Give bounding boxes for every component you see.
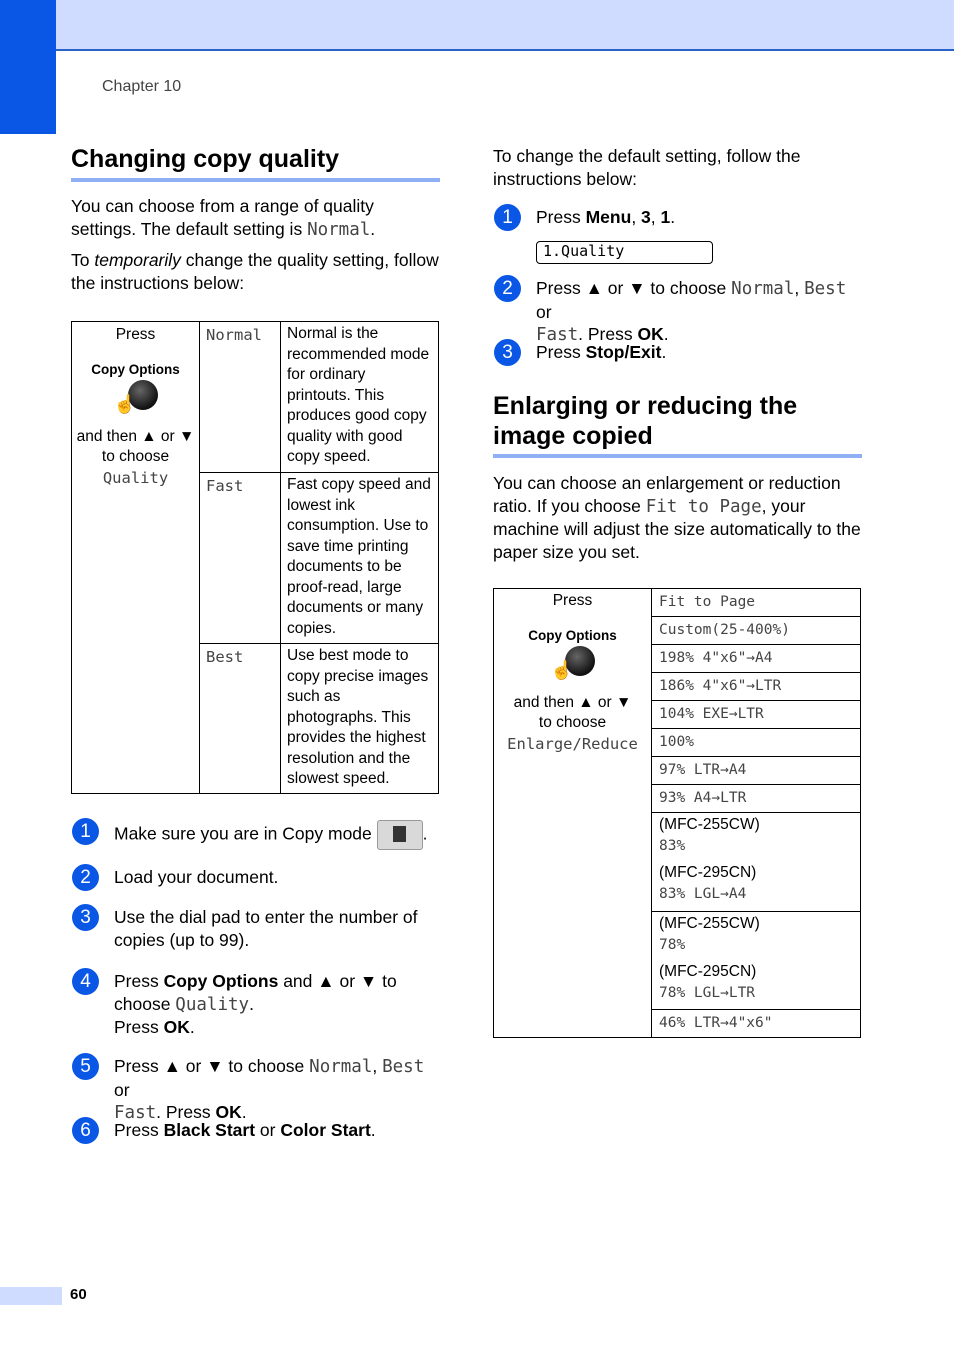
- copy-options-button-icon: ☝: [549, 646, 597, 682]
- copy-options-button-icon: ☝: [112, 380, 160, 416]
- step-number-icon: 6: [72, 1117, 99, 1144]
- temporarily-paragraph: To temporarily change the quality setting, follow the instructions below:: [71, 250, 439, 293]
- page-number: 60: [70, 1286, 87, 1303]
- default-step-1: 1 Press Menu, 3, 1. 1.Quality: [494, 204, 864, 268]
- ratio-option: Custom(25-400%): [652, 617, 861, 645]
- intro-paragraph: You can choose from a range of quality settings. The default setting is Normal.: [71, 196, 376, 240]
- copy-options-label: Copy Options: [528, 627, 617, 643]
- ratio-option: 97% LTR→A4: [652, 757, 861, 785]
- copy-mode-button-icon: [377, 820, 423, 850]
- step-1: 1 Make sure you are in Copy mode .: [72, 818, 442, 858]
- step-number-icon: 4: [72, 968, 99, 995]
- section-title-enlarge: Enlarging or reducing the image copied: [493, 392, 798, 450]
- press-cell: Press Copy Options ☝ and then ▲ or ▼ to choose Quality: [72, 322, 200, 794]
- step-number-icon: 2: [72, 864, 99, 891]
- copy-options-label: Copy Options: [91, 361, 180, 377]
- title-rule: [493, 454, 862, 458]
- ratio-option-model: (MFC-255CW) 83% (MFC-295CN) 83% LGL→A4: [652, 813, 861, 912]
- ratio-option: 186% 4"x6"→LTR: [652, 673, 861, 701]
- lcd-display: 1.Quality: [536, 241, 713, 264]
- setting-fast-desc: Fast copy speed and lowest ink consumption. Use to save time printing documents to be proof-read, large documents or many copies.: [281, 473, 439, 644]
- press-cell: Press Copy Options ☝ and then ▲ or ▼ to choose Enlarge/Reduce: [494, 589, 652, 1038]
- default-step-3: 3 Press Stop/Exit.: [494, 339, 864, 369]
- title-rule: [71, 178, 440, 182]
- footer-band: [0, 1287, 62, 1305]
- chapter-tab: [0, 0, 56, 134]
- step-4: 4 Press Copy Options and ▲ or ▼ to choose Quality. Press OK.: [72, 968, 442, 1043]
- ratio-option: 198% 4"x6"→A4: [652, 645, 861, 673]
- step-number-icon: 1: [72, 818, 99, 845]
- step-number-icon: 3: [494, 339, 521, 366]
- setting-fast: Fast: [200, 473, 281, 644]
- ratio-option: 93% A4→LTR: [652, 785, 861, 813]
- ratio-option: 104% EXE→LTR: [652, 701, 861, 729]
- step-number-icon: 2: [494, 275, 521, 302]
- step-number-icon: 1: [494, 204, 521, 231]
- chapter-label: Chapter 10: [102, 78, 182, 95]
- default-setting-intro: To change the default setting, follow the instructions below:: [493, 146, 801, 189]
- quality-table: [71, 321, 439, 794]
- step-6: 6 Press Black Start or Color Start.: [72, 1117, 442, 1147]
- step-5: 5 Press ▲ or ▼ to choose Normal, Best or Fast. Press OK.: [72, 1053, 442, 1103]
- ratio-option-model: (MFC-255CW) 78% (MFC-295CN) 78% LGL→LTR: [652, 912, 861, 1010]
- default-step-2: 2 Press ▲ or ▼ to choose Normal, Best or Fast. Press OK.: [494, 275, 864, 325]
- header-band: [0, 0, 954, 51]
- step-2: 2 Load your document.: [72, 864, 442, 894]
- section-title-copy-quality: Changing copy quality: [71, 145, 340, 173]
- enlarge-paragraph: You can choose an enlargement or reduction ratio. If you choose Fit to Page, your machine will adjust the size automatically to the paper size you set.: [493, 473, 861, 562]
- setting-best-desc: Use best mode to copy precise images such as photographs. This provides the highest resolution and the slowest speed.: [281, 644, 439, 794]
- step-3: 3 Use the dial pad to enter the number of copies (up to 99).: [72, 904, 442, 954]
- ratio-option: 46% LTR→4"x6": [652, 1010, 861, 1038]
- step-number-icon: 3: [72, 904, 99, 931]
- enlarge-table: [493, 588, 861, 1038]
- step-number-icon: 5: [72, 1053, 99, 1080]
- setting-best: Best: [200, 644, 281, 794]
- setting-normal-desc: Normal is the recommended mode for ordinary printouts. This produces good copy quality with good copy speed.: [281, 322, 439, 473]
- setting-normal: Normal: [200, 322, 281, 473]
- ratio-option: Fit to Page: [652, 589, 861, 617]
- ratio-option: 100%: [652, 729, 861, 757]
